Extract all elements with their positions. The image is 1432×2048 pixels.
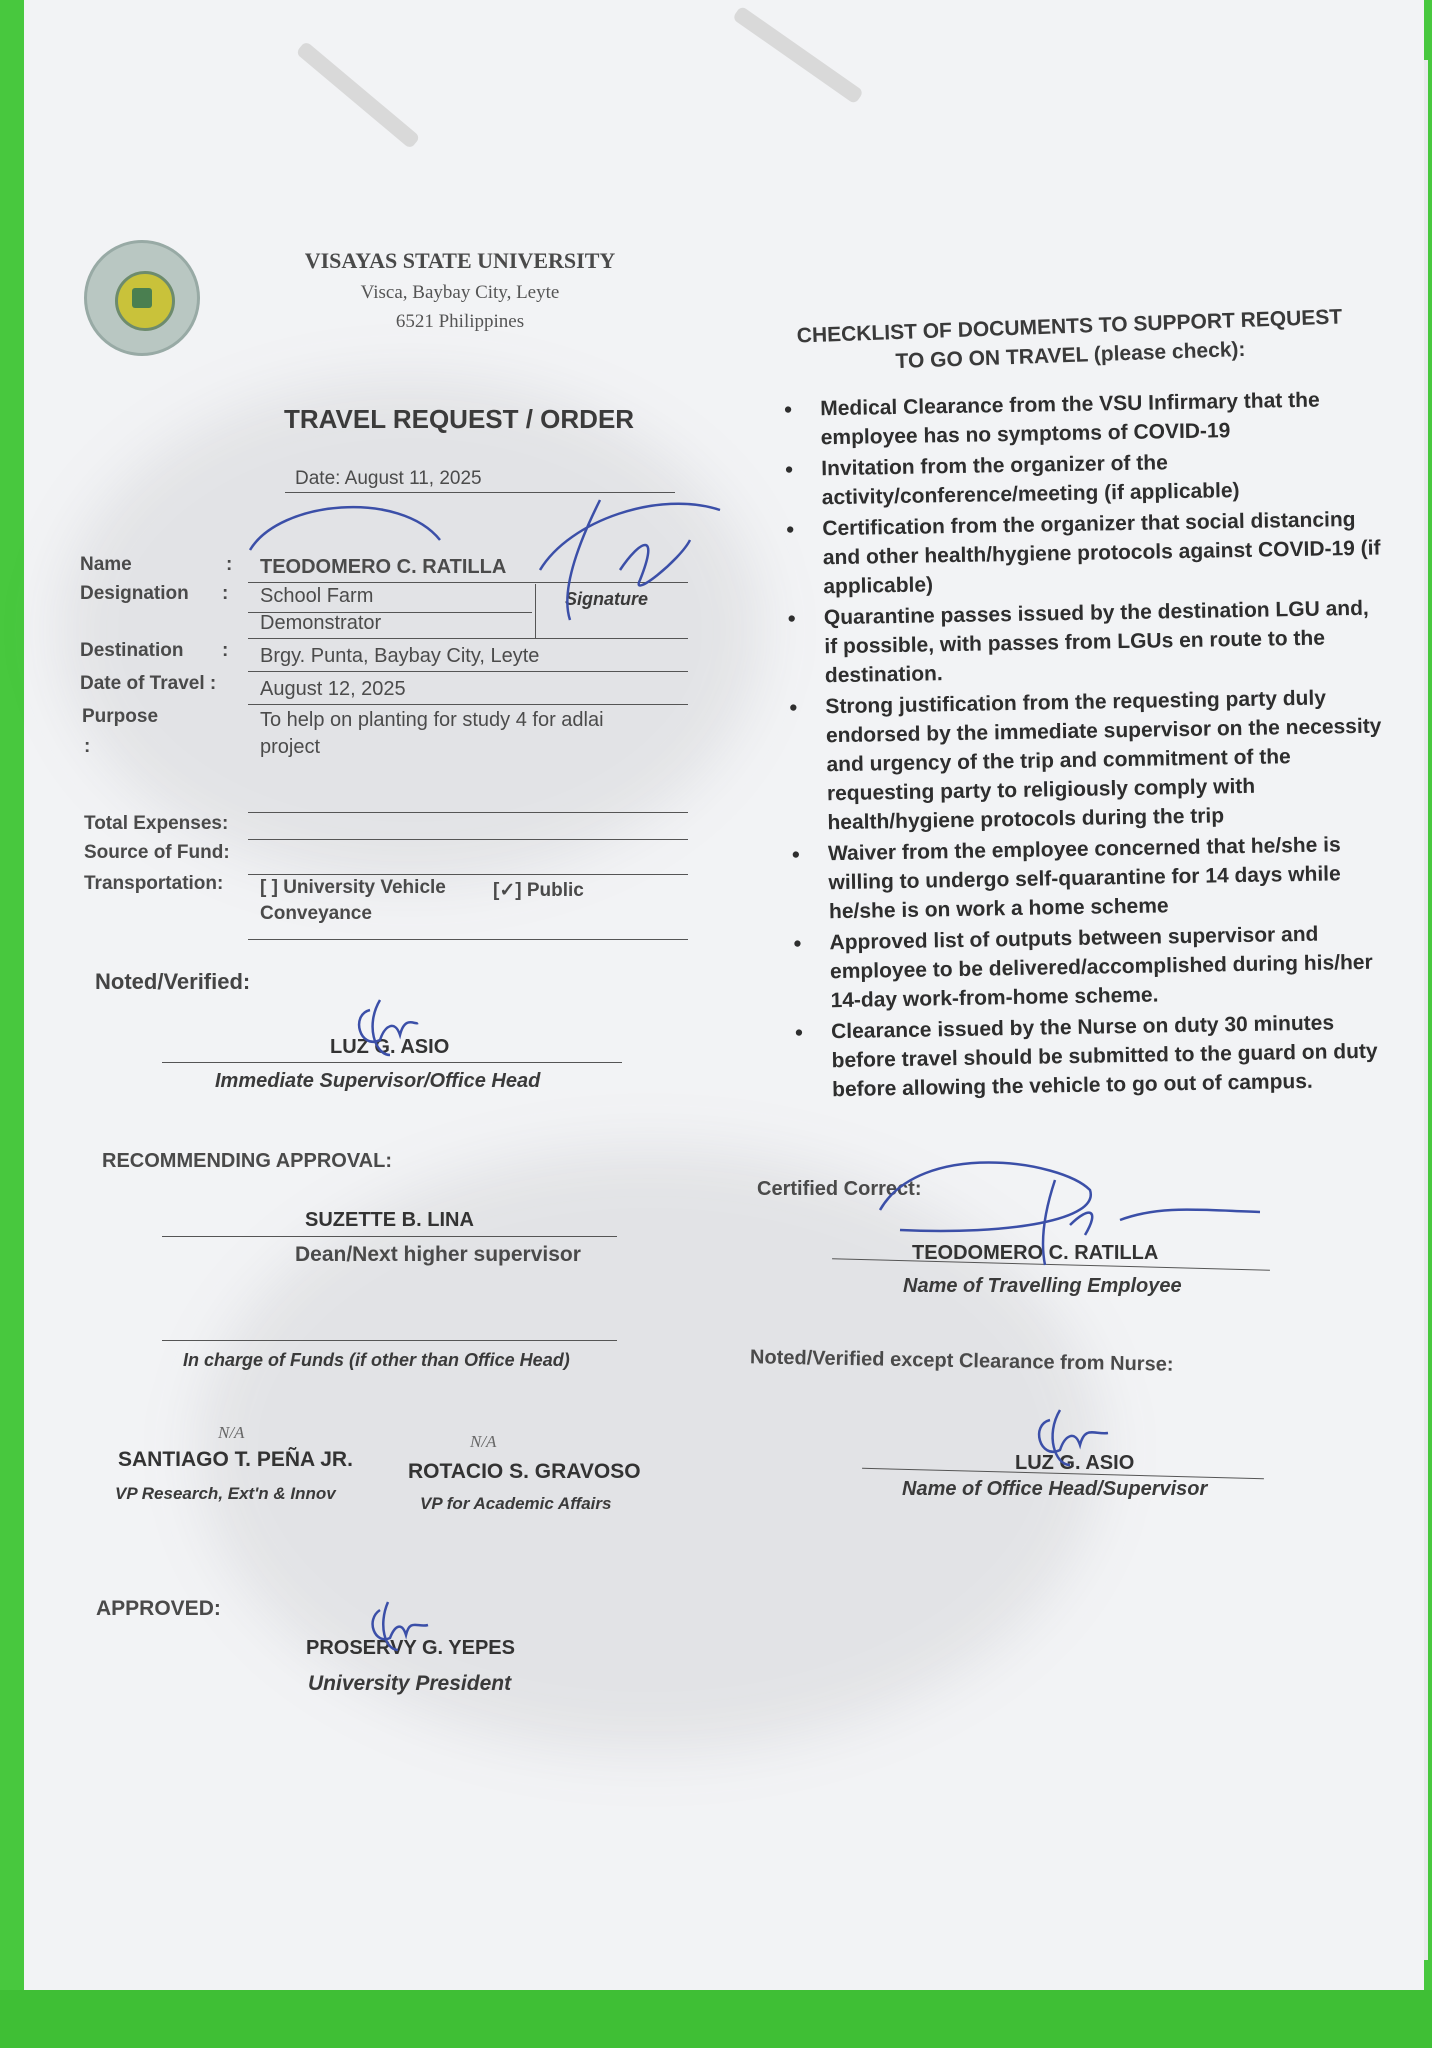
university-name: VISAYAS STATE UNIVERSITY [304, 248, 616, 273]
supervisor-signature [340, 995, 460, 1065]
checklist-item: • Certification from the organizer that social distancing and other health/hygiene protocols against COVID-19 (if applicable) [822, 505, 1383, 602]
designation-value: School Farm [260, 585, 374, 607]
public-conveyance-option: [✓] Public [493, 880, 584, 901]
vp-academic-name: ROTACIO S. GRAVOSO [408, 1460, 641, 1483]
checklist-item: • Strong justification from the requesting party duly endorsed by the immediate supervisor on the necessity and urgency of the trip and commitment of the requesting party to religiously comply with health/hygiene protocols during the trip [825, 682, 1387, 837]
designation-value-cont: Demonstrator [260, 612, 382, 634]
transportation-label: Transportation: [84, 873, 224, 894]
noted-except-role: Name of Office Head/Supervisor [902, 1478, 1208, 1500]
funds-signature-line [162, 1340, 617, 1341]
employee-signature [240, 480, 740, 630]
checklist-item: • Waiver from the employee concerned that he/she is willing to undergo self-quarantine for 14 days while he/she is on work a home scheme [828, 829, 1389, 926]
noted-except-label: Noted/Verified except Clearance from Nurse: [749, 1346, 1174, 1376]
paper-shadow [60, 380, 760, 880]
university-address-line1: Visca, Baybay City, Leyte [360, 282, 560, 303]
vp-research-na: N/A [218, 1423, 245, 1442]
total-expenses-label: Total Expenses: [84, 813, 229, 834]
checklist-item: • Medical Clearance from the VSU Infirmary that the employee has no symptoms of COVID-19 [820, 385, 1381, 453]
purpose-underline [248, 812, 688, 813]
recommending-role: Dean/Next higher supervisor [295, 1243, 581, 1266]
certified-correct-label: Certified Correct: [757, 1178, 922, 1200]
date-of-travel-value: August 12, 2025 [260, 678, 406, 700]
total-expenses-underline [248, 839, 688, 840]
funds-role: In charge of Funds (if other than Office Head) [183, 1350, 570, 1370]
approved-role: University President [308, 1672, 512, 1695]
purpose-value-cont: project [260, 736, 321, 758]
office-head-signature [1020, 1405, 1140, 1475]
colon: : [84, 736, 91, 757]
checklist-item: • Clearance issued by the Nurse on duty 30 minutes before travel should be submitted to the guard on duty before allowing the vehicle to go out of campus. [831, 1007, 1392, 1104]
designation-underline [248, 638, 688, 639]
approved-label: APPROVED: [96, 1597, 221, 1620]
university-address-line2: 6521 Philippines [395, 311, 525, 332]
recommending-approval-label: RECOMMENDING APPROVAL: [102, 1150, 392, 1172]
name-label: Name [80, 554, 132, 575]
destination-underline [248, 671, 688, 672]
purpose-label: Purpose [82, 706, 159, 727]
certified-role: Name of Travelling Employee [903, 1275, 1182, 1297]
purpose-value: To help on planting for study 4 for adlai [260, 709, 604, 731]
approved-name: PROSERVY G. YEPES [306, 1637, 515, 1659]
transportation-underline [248, 939, 688, 940]
checklist-title-line1: CHECKLIST OF DOCUMENTS TO SUPPORT REQUEST [796, 305, 1343, 348]
form-title: TRAVEL REQUEST / ORDER [284, 404, 635, 434]
checklist-item: • Invitation from the organizer of the activity/conference/meeting (if applicable) [821, 445, 1382, 513]
checklist-item: • Quarantine passes issued by the destination LGU and, if possible, with passes from LGUs en route to the destination. [824, 593, 1385, 690]
certified-name: TEODOMERO C. RATILLA [912, 1242, 1159, 1264]
checklist [780, 385, 1392, 1107]
checklist-item: • Approved list of outputs between supervisor and employee to be delivered/accomplished during his/her 14-day work-from-home scheme. [829, 918, 1390, 1015]
signature-label: Signature [565, 589, 649, 609]
designation-label: Designation [80, 583, 189, 604]
vp-research-name: SANTIAGO T. PEÑA JR. [118, 1448, 353, 1471]
noted-name: LUZ G. ASIO [330, 1036, 450, 1058]
date-of-travel-underline [248, 704, 688, 705]
source-of-fund-underline [248, 874, 688, 875]
destination-label: Destination [80, 640, 184, 661]
noted-role: Immediate Supervisor/Office Head [215, 1070, 541, 1092]
recommending-name: SUZETTE B. LINA [305, 1209, 474, 1231]
university-vehicle-option: [ ] University Vehicle [260, 877, 446, 898]
public-conveyance-option-cont: Conveyance [260, 903, 372, 924]
name-value: TEODOMERO C. RATILLA [260, 556, 507, 578]
noted-except-name: LUZ G. ASIO [1015, 1452, 1135, 1474]
colon: : [222, 640, 229, 661]
certified-signature [860, 1150, 1280, 1270]
vp-academic-role: VP for Academic Affairs [420, 1494, 612, 1513]
university-seal [84, 240, 200, 356]
recommending-signature-line [162, 1236, 617, 1237]
colon: : [222, 583, 229, 604]
request-date: Date: August 11, 2025 [295, 468, 482, 489]
noted-verified-label: Noted/Verified: [95, 969, 251, 994]
destination-value: Brgy. Punta, Baybay City, Leyte [260, 645, 540, 667]
president-signature [360, 1600, 460, 1660]
date-of-travel-label: Date of Travel : [80, 673, 217, 694]
colon: : [226, 554, 233, 575]
source-of-fund-label: Source of Fund: [84, 842, 230, 863]
vp-research-role: VP Research, Ext'n & Innov [115, 1484, 336, 1503]
background-surface [0, 1990, 1432, 2048]
vp-academic-na: N/A [470, 1432, 497, 1451]
checklist-title-line2: TO GO ON TRAVEL (please check): [895, 338, 1246, 374]
